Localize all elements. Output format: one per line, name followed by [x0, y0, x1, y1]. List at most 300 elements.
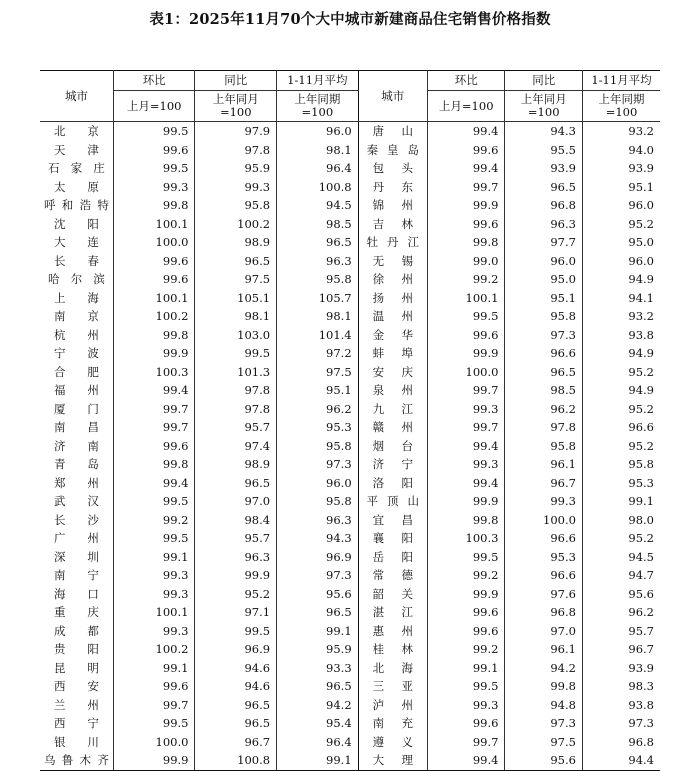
mom-cell: 99.4	[427, 159, 505, 178]
city-cell: 洛阳	[358, 474, 427, 493]
yoy-cell: 96.5	[505, 178, 583, 197]
mom-cell: 99.7	[113, 400, 195, 419]
mom-cell: 99.5	[113, 122, 195, 141]
table-row	[40, 511, 660, 530]
city-cell: 西宁	[40, 714, 113, 733]
city-cell: 呼和浩特	[40, 196, 113, 215]
yoy-base-right: 上年同月 =100	[505, 91, 583, 122]
yoy-cell: 95.3	[505, 548, 583, 567]
city-cell: 无锡	[358, 252, 427, 271]
city-cell: 海口	[40, 585, 113, 604]
avg-cell: 96.0	[277, 122, 359, 141]
yoy-cell: 96.1	[505, 640, 583, 659]
mom-cell: 99.9	[427, 344, 505, 363]
avg-cell: 94.3	[277, 529, 359, 548]
yoy-cell: 94.6	[195, 659, 277, 678]
avg-cell: 94.4	[582, 751, 660, 770]
table-row	[40, 215, 660, 234]
mom-cell: 99.3	[113, 178, 195, 197]
yoy-cell: 97.5	[195, 270, 277, 289]
yoy-cell: 93.9	[505, 159, 583, 178]
yoy-cell: 96.3	[195, 548, 277, 567]
yoy-cell: 97.8	[195, 400, 277, 419]
avg-cell: 95.1	[277, 381, 359, 400]
avg-cell: 94.0	[628, 142, 654, 157]
avg-cell: 94.5	[277, 196, 359, 215]
yoy-cell: 97.8	[505, 418, 583, 437]
yoy-cell: 95.8	[505, 437, 583, 456]
mom-cell: 99.5	[113, 492, 195, 511]
city-cell: 贵阳	[40, 640, 113, 659]
city-cell: 合肥	[40, 363, 113, 382]
avg-cell: 96.0	[628, 198, 654, 213]
yoy-cell: 98.9	[195, 455, 277, 474]
avg-cell: 96.6	[628, 420, 654, 435]
avg-base-right: 上年同期 =100	[582, 91, 660, 122]
avg-cell: 94.9	[628, 383, 654, 398]
yoy-cell: 94.6	[195, 677, 277, 696]
city-cell: 广州	[40, 529, 113, 548]
yoy-cell: 100.8	[195, 751, 277, 770]
yoy-cell: 97.5	[505, 733, 583, 752]
mom-base-left: 上月=100	[113, 91, 195, 122]
avg-header-left: 1-11月平均	[277, 71, 359, 91]
mom-cell: 100.1	[113, 289, 195, 308]
avg-cell: 99.1	[277, 622, 359, 641]
mom-cell: 99.9	[113, 751, 195, 770]
mom-cell: 99.3	[427, 400, 505, 419]
avg-cell: 95.3	[628, 475, 654, 490]
city-cell: 济南	[40, 437, 113, 456]
avg-cell: 96.4	[277, 159, 359, 178]
yoy-cell: 96.5	[195, 474, 277, 493]
yoy-cell: 99.9	[195, 566, 277, 585]
mom-cell: 99.7	[427, 381, 505, 400]
avg-cell: 93.2	[628, 124, 654, 139]
yoy-cell: 94.3	[505, 122, 583, 141]
table-row	[40, 289, 660, 308]
mom-cell: 99.5	[427, 677, 505, 696]
city-cell: 吉林	[358, 215, 427, 234]
yoy-cell: 99.3	[505, 492, 583, 511]
yoy-cell: 95.5	[505, 141, 583, 160]
avg-cell: 97.5	[277, 363, 359, 382]
avg-cell: 94.5	[628, 549, 654, 564]
mom-cell: 100.3	[113, 363, 195, 382]
yoy-cell: 97.3	[505, 326, 583, 345]
city-cell: 赣州	[358, 418, 427, 437]
mom-cell: 99.6	[427, 326, 505, 345]
city-cell: 牡丹江	[358, 233, 427, 252]
city-cell: 昆明	[40, 659, 113, 678]
yoy-cell: 98.9	[195, 233, 277, 252]
yoy-cell: 96.5	[505, 363, 583, 382]
avg-cell: 93.8	[628, 697, 654, 712]
mom-cell: 99.7	[427, 418, 505, 437]
mom-cell: 99.8	[113, 196, 195, 215]
city-cell: 扬州	[358, 289, 427, 308]
avg-cell: 95.1	[628, 179, 654, 194]
city-cell: 蚌埠	[358, 344, 427, 363]
mom-cell: 99.3	[427, 455, 505, 474]
mom-cell: 99.4	[427, 751, 505, 770]
city-cell: 温州	[358, 307, 427, 326]
city-cell: 乌鲁木齐	[40, 751, 113, 770]
table-row	[40, 714, 660, 733]
city-cell: 常德	[358, 566, 427, 585]
avg-cell: 95.8	[277, 492, 359, 511]
table-row	[40, 474, 660, 493]
avg-cell: 95.9	[277, 640, 359, 659]
mom-cell: 100.0	[113, 733, 195, 752]
yoy-cell: 94.8	[505, 696, 583, 715]
yoy-cell: 96.6	[505, 344, 583, 363]
table-row	[40, 141, 660, 160]
avg-cell: 96.2	[628, 605, 654, 620]
city-cell: 成都	[40, 622, 113, 641]
avg-cell: 95.3	[277, 418, 359, 437]
yoy-cell: 97.0	[505, 622, 583, 641]
mom-cell: 100.2	[113, 640, 195, 659]
table-row	[40, 640, 660, 659]
avg-cell: 97.3	[628, 716, 654, 731]
table-row	[40, 548, 660, 567]
avg-cell: 96.7	[628, 642, 654, 657]
mom-cell: 99.4	[427, 437, 505, 456]
city-header-left: 城市	[40, 71, 113, 122]
city-cell: 唐山	[358, 122, 427, 141]
yoy-cell: 95.0	[505, 270, 583, 289]
yoy-cell: 96.2	[505, 400, 583, 419]
mom-cell: 99.8	[427, 233, 505, 252]
avg-cell: 93.9	[628, 161, 654, 176]
table-row	[40, 178, 660, 197]
mom-cell: 99.6	[427, 714, 505, 733]
table-row	[40, 585, 660, 604]
city-cell: 深圳	[40, 548, 113, 567]
city-cell: 丹东	[358, 178, 427, 197]
yoy-cell: 95.7	[195, 529, 277, 548]
mom-cell: 99.3	[113, 622, 195, 641]
table-row	[40, 529, 660, 548]
table-row	[40, 363, 660, 382]
mom-cell: 99.5	[113, 159, 195, 178]
yoy-cell: 98.5	[505, 381, 583, 400]
mom-cell: 100.1	[113, 215, 195, 234]
avg-cell: 95.0	[628, 235, 654, 250]
avg-cell: 99.1	[628, 494, 654, 509]
city-cell: 金华	[358, 326, 427, 345]
city-cell: 重庆	[40, 603, 113, 622]
avg-cell: 98.0	[628, 512, 654, 527]
mom-cell: 99.8	[113, 326, 195, 345]
mom-cell: 99.6	[113, 252, 195, 271]
avg-cell: 94.2	[277, 696, 359, 715]
yoy-cell: 99.8	[505, 677, 583, 696]
yoy-cell: 97.1	[195, 603, 277, 622]
city-cell: 杭州	[40, 326, 113, 345]
city-cell: 哈尔滨	[40, 270, 113, 289]
mom-cell: 99.5	[113, 529, 195, 548]
table-row	[40, 566, 660, 585]
avg-cell: 96.4	[277, 733, 359, 752]
city-cell: 北京	[40, 122, 113, 141]
avg-base-left: 上年同期 =100	[277, 91, 359, 122]
yoy-cell: 97.8	[195, 381, 277, 400]
mom-cell: 99.6	[113, 437, 195, 456]
avg-cell: 97.2	[277, 344, 359, 363]
yoy-cell: 95.8	[505, 307, 583, 326]
avg-cell: 94.9	[628, 272, 654, 287]
yoy-cell: 101.3	[195, 363, 277, 382]
mom-cell: 99.4	[427, 122, 505, 141]
avg-cell: 96.5	[277, 233, 359, 252]
city-cell: 惠州	[358, 622, 427, 641]
mom-cell: 99.6	[113, 141, 195, 160]
table-row	[40, 159, 660, 178]
yoy-header-right: 同比	[505, 71, 583, 91]
mom-cell: 99.3	[113, 585, 195, 604]
yoy-cell: 97.3	[505, 714, 583, 733]
avg-cell: 96.5	[277, 677, 359, 696]
city-cell: 泉州	[358, 381, 427, 400]
table-row	[40, 418, 660, 437]
mom-cell: 99.4	[113, 381, 195, 400]
avg-cell: 94.7	[628, 568, 654, 583]
city-cell: 大连	[40, 233, 113, 252]
avg-cell: 96.3	[277, 511, 359, 530]
yoy-cell: 96.5	[195, 714, 277, 733]
yoy-base-left: 上年同月 =100	[195, 91, 277, 122]
city-cell: 岳阳	[358, 548, 427, 567]
avg-cell: 101.4	[277, 326, 359, 345]
city-cell: 秦皇岛	[358, 141, 427, 160]
mom-cell: 99.7	[427, 733, 505, 752]
city-cell: 长春	[40, 252, 113, 271]
avg-cell: 95.2	[628, 216, 654, 231]
city-cell: 韶关	[358, 585, 427, 604]
mom-cell: 99.7	[427, 178, 505, 197]
avg-cell: 96.2	[277, 400, 359, 419]
city-cell: 武汉	[40, 492, 113, 511]
city-cell: 烟台	[358, 437, 427, 456]
city-cell: 遵义	[358, 733, 427, 752]
yoy-cell: 95.8	[195, 196, 277, 215]
yoy-cell: 100.2	[195, 215, 277, 234]
avg-cell: 95.2	[628, 364, 654, 379]
yoy-cell: 96.8	[505, 196, 583, 215]
table-row	[40, 400, 660, 419]
mom-cell: 99.4	[427, 474, 505, 493]
city-cell: 徐州	[358, 270, 427, 289]
mom-cell: 99.6	[113, 270, 195, 289]
avg-cell: 98.1	[277, 307, 359, 326]
city-cell: 兰州	[40, 696, 113, 715]
city-cell: 济宁	[358, 455, 427, 474]
city-cell: 南宁	[40, 566, 113, 585]
table-row	[40, 455, 660, 474]
yoy-cell: 96.5	[195, 696, 277, 715]
mom-cell: 99.9	[113, 344, 195, 363]
city-cell: 宁波	[40, 344, 113, 363]
yoy-cell: 96.1	[505, 455, 583, 474]
mom-cell: 100.0	[113, 233, 195, 252]
mom-cell: 99.5	[113, 714, 195, 733]
avg-cell: 96.0	[277, 474, 359, 493]
yoy-cell: 99.3	[195, 178, 277, 197]
avg-cell: 98.3	[628, 679, 654, 694]
avg-cell: 96.8	[628, 734, 654, 749]
avg-cell: 95.8	[628, 457, 654, 472]
mom-cell: 99.7	[113, 696, 195, 715]
city-cell: 九江	[358, 400, 427, 419]
yoy-cell: 99.5	[195, 344, 277, 363]
table-row	[40, 307, 660, 326]
yoy-cell: 96.7	[505, 474, 583, 493]
yoy-cell: 97.0	[195, 492, 277, 511]
mom-cell: 99.2	[113, 511, 195, 530]
yoy-cell: 96.6	[505, 566, 583, 585]
mom-cell: 100.1	[427, 289, 505, 308]
mom-cell: 99.6	[427, 215, 505, 234]
table-row	[40, 437, 660, 456]
table-row	[40, 659, 660, 678]
city-cell: 石家庄	[40, 159, 113, 178]
city-cell: 宜昌	[358, 511, 427, 530]
avg-cell: 95.6	[628, 586, 654, 601]
avg-cell: 95.6	[277, 585, 359, 604]
city-cell: 西安	[40, 677, 113, 696]
city-cell: 郑州	[40, 474, 113, 493]
avg-cell: 97.3	[277, 455, 359, 474]
yoy-cell: 96.7	[195, 733, 277, 752]
mom-cell: 99.6	[113, 677, 195, 696]
city-cell: 平顶山	[358, 492, 427, 511]
table-row	[40, 492, 660, 511]
yoy-cell: 97.9	[195, 122, 277, 141]
avg-cell: 93.3	[277, 659, 359, 678]
table-row	[40, 233, 660, 252]
table-row	[40, 622, 660, 641]
table-row	[40, 677, 660, 696]
city-cell: 北海	[358, 659, 427, 678]
mom-cell: 99.3	[427, 696, 505, 715]
avg-header-right: 1-11月平均	[582, 71, 660, 91]
table-title: 表1：2025年11月70个大中城市新建商品住宅销售价格指数	[149, 11, 551, 28]
city-cell: 大理	[358, 751, 427, 770]
table-row	[40, 603, 660, 622]
table-row	[40, 326, 660, 345]
mom-cell: 99.1	[427, 659, 505, 678]
mom-header-right: 环比	[427, 71, 505, 91]
mom-base-right: 上月=100	[427, 91, 505, 122]
avg-cell: 100.8	[277, 178, 359, 197]
city-cell: 天津	[40, 141, 113, 160]
city-cell: 福州	[40, 381, 113, 400]
mom-cell: 99.6	[427, 622, 505, 641]
city-cell: 南昌	[40, 418, 113, 437]
avg-cell: 98.5	[277, 215, 359, 234]
city-cell: 锦州	[358, 196, 427, 215]
mom-cell: 99.5	[427, 548, 505, 567]
yoy-cell: 98.4	[195, 511, 277, 530]
city-cell: 银川	[40, 733, 113, 752]
mom-cell: 100.3	[427, 529, 505, 548]
yoy-cell: 96.5	[195, 252, 277, 271]
yoy-cell: 96.0	[505, 252, 583, 271]
yoy-cell: 98.1	[195, 307, 277, 326]
yoy-cell: 95.7	[195, 418, 277, 437]
yoy-cell: 95.1	[505, 289, 583, 308]
mom-cell: 99.1	[113, 659, 195, 678]
table-row	[40, 252, 660, 271]
avg-cell: 93.9	[628, 660, 654, 675]
city-header-right: 城市	[358, 71, 427, 122]
avg-cell: 95.7	[628, 623, 654, 638]
avg-cell: 95.2	[628, 531, 654, 546]
avg-cell: 95.4	[277, 714, 359, 733]
mom-header-left: 环比	[113, 71, 195, 91]
mom-cell: 99.2	[427, 566, 505, 585]
mom-cell: 100.0	[427, 363, 505, 382]
yoy-cell: 97.4	[195, 437, 277, 456]
avg-cell: 96.5	[277, 603, 359, 622]
table-row	[40, 344, 660, 363]
avg-cell: 96.0	[628, 253, 654, 268]
yoy-cell: 96.6	[505, 529, 583, 548]
yoy-cell: 103.0	[195, 326, 277, 345]
yoy-cell: 96.3	[505, 215, 583, 234]
mom-cell: 99.7	[113, 418, 195, 437]
yoy-cell: 105.1	[195, 289, 277, 308]
avg-cell: 105.7	[277, 289, 359, 308]
city-cell: 厦门	[40, 400, 113, 419]
yoy-cell: 97.6	[505, 585, 583, 604]
yoy-cell: 97.7	[505, 233, 583, 252]
avg-cell: 95.8	[277, 270, 359, 289]
mom-cell: 99.6	[427, 603, 505, 622]
mom-cell: 99.4	[113, 474, 195, 493]
yoy-cell: 96.9	[195, 640, 277, 659]
yoy-cell: 99.5	[195, 622, 277, 641]
table-row	[40, 270, 660, 289]
mom-cell: 99.2	[427, 640, 505, 659]
city-cell: 襄阳	[358, 529, 427, 548]
table-row	[40, 751, 660, 770]
city-cell: 青岛	[40, 455, 113, 474]
city-cell: 三亚	[358, 677, 427, 696]
avg-cell: 97.3	[277, 566, 359, 585]
yoy-cell: 97.8	[195, 141, 277, 160]
mom-cell: 99.9	[427, 585, 505, 604]
city-cell: 南充	[358, 714, 427, 733]
city-cell: 沈阳	[40, 215, 113, 234]
yoy-cell: 95.6	[505, 751, 583, 770]
mom-cell: 99.9	[427, 492, 505, 511]
price-index-table	[40, 70, 660, 771]
mom-cell: 100.1	[113, 603, 195, 622]
mom-cell: 99.6	[427, 141, 505, 160]
avg-cell: 93.2	[628, 309, 654, 324]
city-cell: 安庆	[358, 363, 427, 382]
avg-cell: 98.1	[277, 141, 359, 160]
city-cell: 包头	[358, 159, 427, 178]
avg-cell: 95.2	[628, 438, 654, 453]
mom-cell: 99.8	[427, 511, 505, 530]
mom-cell: 99.2	[427, 270, 505, 289]
avg-cell: 96.3	[277, 252, 359, 271]
city-cell: 长沙	[40, 511, 113, 530]
